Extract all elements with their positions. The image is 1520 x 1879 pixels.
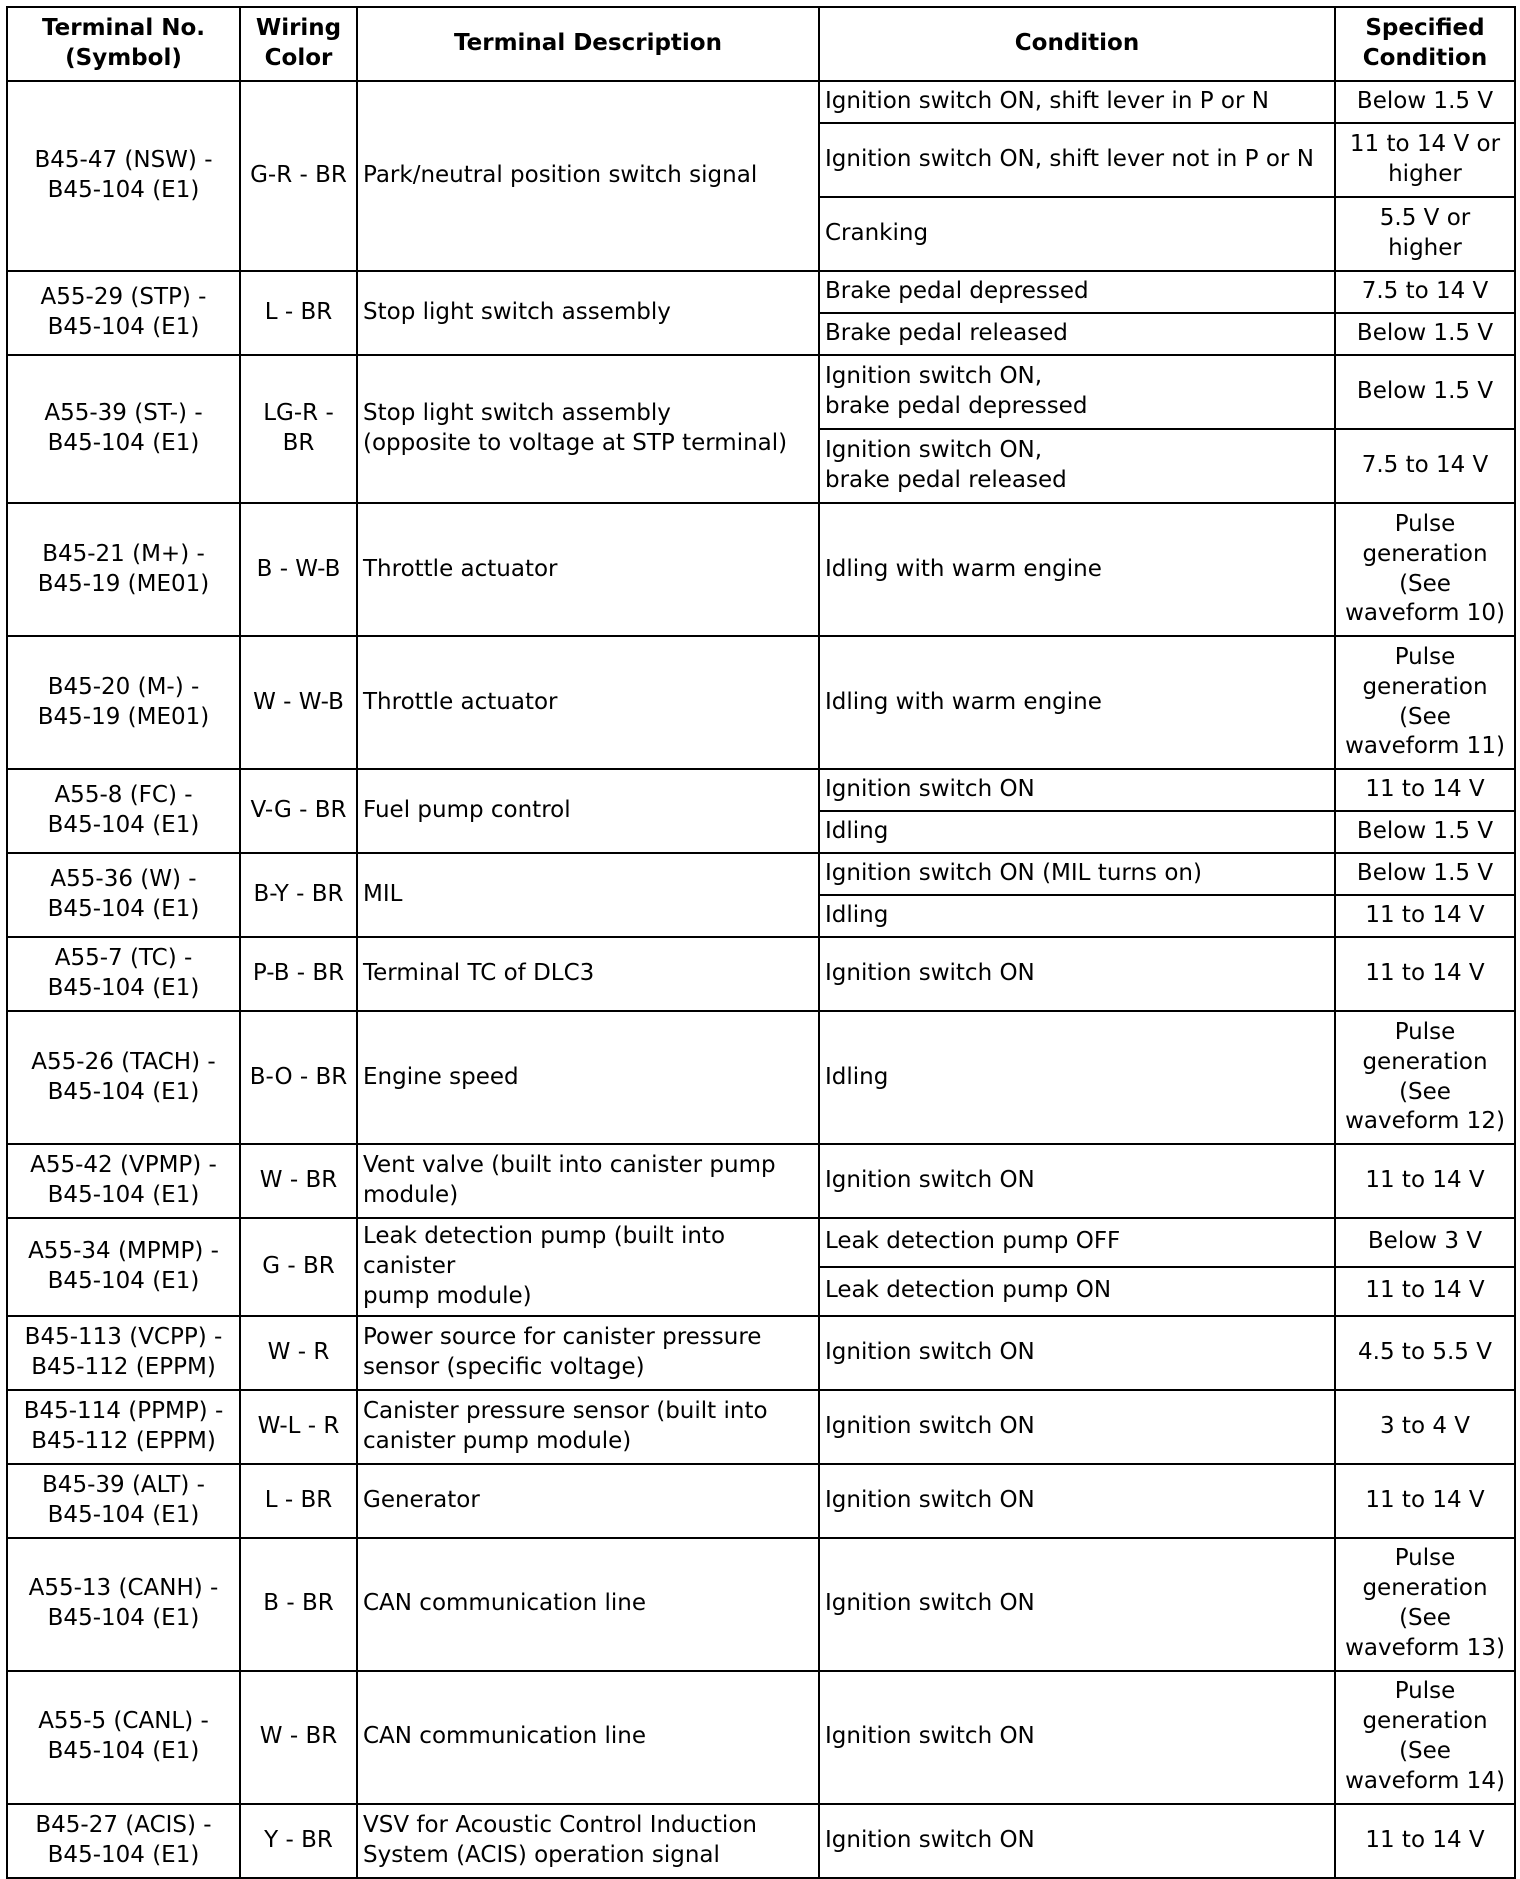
condition-cell: Ignition switch ON: [819, 937, 1335, 1011]
condition-cell: Ignition switch ON: [819, 1538, 1335, 1671]
condition-cell: Ignition switch ON: [819, 1144, 1335, 1218]
description-cell: Stop light switch assembly (opposite to voltage at STP terminal): [357, 355, 819, 503]
terminal-cell: B45-21 (M+) - B45-19 (ME01): [7, 503, 240, 636]
wiring-color-cell: G - BR: [240, 1218, 357, 1316]
table-row: [7, 1144, 1515, 1218]
table-body: [7, 81, 1515, 1878]
table-row: [7, 1218, 1515, 1267]
specified-condition-cell: 7.5 to 14 V: [1335, 271, 1515, 313]
table-row: [7, 1538, 1515, 1671]
specified-condition-cell: 11 to 14 V: [1335, 1144, 1515, 1218]
wiring-color-cell: B - W-B: [240, 503, 357, 636]
terminal-cell: A55-34 (MPMP) - B45-104 (E1): [7, 1218, 240, 1316]
terminal-cell: A55-42 (VPMP) - B45-104 (E1): [7, 1144, 240, 1218]
specified-condition-cell: 3 to 4 V: [1335, 1390, 1515, 1464]
terminal-cell: B45-39 (ALT) - B45-104 (E1): [7, 1464, 240, 1538]
description-cell: CAN communication line: [357, 1538, 819, 1671]
specified-condition-cell: Below 1.5 V: [1335, 853, 1515, 895]
terminal-spec-table: [6, 6, 1516, 1879]
condition-cell: Ignition switch ON, brake pedal depressed: [819, 355, 1335, 429]
table-row: [7, 1804, 1515, 1878]
header-row: [7, 7, 1515, 81]
header-specified-condition: Specified Condition: [1335, 7, 1515, 81]
wiring-color-cell: W-L - R: [240, 1390, 357, 1464]
header-description: Terminal Description: [357, 7, 819, 81]
description-cell: Generator: [357, 1464, 819, 1538]
specified-condition-cell: Below 1.5 V: [1335, 355, 1515, 429]
condition-cell: Brake pedal released: [819, 313, 1335, 355]
table-row: [7, 1316, 1515, 1390]
condition-cell: Idling with warm engine: [819, 636, 1335, 769]
description-cell: Power source for canister pressure sensor (specific voltage): [357, 1316, 819, 1390]
condition-cell: Ignition switch ON: [819, 1804, 1335, 1878]
description-cell: Canister pressure sensor (built into canister pump module): [357, 1390, 819, 1464]
condition-cell: Idling: [819, 895, 1335, 937]
description-cell: MIL: [357, 853, 819, 937]
table-row: [7, 769, 1515, 811]
table-row: [7, 81, 1515, 123]
specified-condition-cell: 7.5 to 14 V: [1335, 429, 1515, 503]
specified-condition-cell: 11 to 14 V: [1335, 1267, 1515, 1316]
condition-cell: Ignition switch ON, shift lever in P or N: [819, 81, 1335, 123]
specified-condition-cell: Pulse generation (See waveform 11): [1335, 636, 1515, 769]
description-cell: Engine speed: [357, 1011, 819, 1144]
description-cell: Leak detection pump (built into canister pump module): [357, 1218, 819, 1316]
specified-condition-cell: 11 to 14 V: [1335, 937, 1515, 1011]
condition-cell: Ignition switch ON: [819, 1316, 1335, 1390]
description-cell: Park/neutral position switch signal: [357, 81, 819, 271]
table-row: [7, 1464, 1515, 1538]
table-row: [7, 1011, 1515, 1144]
wiring-color-cell: L - BR: [240, 271, 357, 355]
wiring-color-cell: W - BR: [240, 1144, 357, 1218]
description-cell: VSV for Acoustic Control Induction System (ACIS) operation signal: [357, 1804, 819, 1878]
condition-cell: Ignition switch ON: [819, 769, 1335, 811]
condition-cell: Ignition switch ON, shift lever not in P or N: [819, 123, 1335, 197]
specified-condition-cell: Pulse generation (See waveform 14): [1335, 1671, 1515, 1804]
specified-condition-cell: Pulse generation (See waveform 13): [1335, 1538, 1515, 1671]
specified-condition-cell: 11 to 14 V: [1335, 1464, 1515, 1538]
description-cell: Throttle actuator: [357, 503, 819, 636]
wiring-color-cell: Y - BR: [240, 1804, 357, 1878]
description-cell: Vent valve (built into canister pump module): [357, 1144, 819, 1218]
terminal-cell: A55-13 (CANH) - B45-104 (E1): [7, 1538, 240, 1671]
wiring-color-cell: L - BR: [240, 1464, 357, 1538]
terminal-cell: A55-5 (CANL) - B45-104 (E1): [7, 1671, 240, 1804]
table-row: [7, 503, 1515, 636]
terminal-cell: A55-26 (TACH) - B45-104 (E1): [7, 1011, 240, 1144]
table-row: [7, 937, 1515, 1011]
specified-condition-cell: Below 1.5 V: [1335, 313, 1515, 355]
terminal-cell: B45-20 (M-) - B45-19 (ME01): [7, 636, 240, 769]
specified-condition-cell: Pulse generation (See waveform 10): [1335, 503, 1515, 636]
terminal-cell: A55-29 (STP) - B45-104 (E1): [7, 271, 240, 355]
description-cell: Stop light switch assembly: [357, 271, 819, 355]
wiring-color-cell: W - R: [240, 1316, 357, 1390]
wiring-color-cell: B - BR: [240, 1538, 357, 1671]
condition-cell: Ignition switch ON: [819, 1464, 1335, 1538]
specified-condition-cell: 11 to 14 V: [1335, 1804, 1515, 1878]
description-cell: Fuel pump control: [357, 769, 819, 853]
specified-condition-cell: 11 to 14 V or higher: [1335, 123, 1515, 197]
header-terminal: Terminal No. (Symbol): [7, 7, 240, 81]
specified-condition-cell: 4.5 to 5.5 V: [1335, 1316, 1515, 1390]
condition-cell: Idling: [819, 1011, 1335, 1144]
wiring-color-cell: V-G - BR: [240, 769, 357, 853]
specified-condition-cell: Pulse generation (See waveform 12): [1335, 1011, 1515, 1144]
terminal-cell: A55-7 (TC) - B45-104 (E1): [7, 937, 240, 1011]
terminal-cell: A55-8 (FC) - B45-104 (E1): [7, 769, 240, 853]
condition-cell: Ignition switch ON (MIL turns on): [819, 853, 1335, 895]
description-cell: CAN communication line: [357, 1671, 819, 1804]
specified-condition-cell: 5.5 V or higher: [1335, 197, 1515, 271]
condition-cell: Brake pedal depressed: [819, 271, 1335, 313]
wiring-color-cell: P-B - BR: [240, 937, 357, 1011]
terminal-cell: B45-47 (NSW) - B45-104 (E1): [7, 81, 240, 271]
table-row: [7, 355, 1515, 429]
terminal-cell: B45-114 (PPMP) - B45-112 (EPPM): [7, 1390, 240, 1464]
description-cell: Terminal TC of DLC3: [357, 937, 819, 1011]
table-row: [7, 1671, 1515, 1804]
header-wiring-color: Wiring Color: [240, 7, 357, 81]
specified-condition-cell: Below 1.5 V: [1335, 81, 1515, 123]
specified-condition-cell: Below 3 V: [1335, 1218, 1515, 1267]
specified-condition-cell: 11 to 14 V: [1335, 769, 1515, 811]
condition-cell: Leak detection pump ON: [819, 1267, 1335, 1316]
condition-cell: Leak detection pump OFF: [819, 1218, 1335, 1267]
wiring-color-cell: G-R - BR: [240, 81, 357, 271]
specified-condition-cell: 11 to 14 V: [1335, 895, 1515, 937]
wiring-color-cell: W - W-B: [240, 636, 357, 769]
terminal-cell: A55-39 (ST-) - B45-104 (E1): [7, 355, 240, 503]
terminal-table-sheet: [6, 6, 1514, 1868]
wiring-color-cell: W - BR: [240, 1671, 357, 1804]
table-row: [7, 853, 1515, 895]
condition-cell: Cranking: [819, 197, 1335, 271]
description-cell: Throttle actuator: [357, 636, 819, 769]
wiring-color-cell: B-O - BR: [240, 1011, 357, 1144]
table-row: [7, 271, 1515, 313]
terminal-cell: B45-113 (VCPP) - B45-112 (EPPM): [7, 1316, 240, 1390]
wiring-color-cell: B-Y - BR: [240, 853, 357, 937]
condition-cell: Idling with warm engine: [819, 503, 1335, 636]
condition-cell: Ignition switch ON: [819, 1390, 1335, 1464]
table-row: [7, 1390, 1515, 1464]
table-row: [7, 636, 1515, 769]
condition-cell: Ignition switch ON: [819, 1671, 1335, 1804]
specified-condition-cell: Below 1.5 V: [1335, 811, 1515, 853]
wiring-color-cell: LG-R - BR: [240, 355, 357, 503]
terminal-cell: A55-36 (W) - B45-104 (E1): [7, 853, 240, 937]
terminal-cell: B45-27 (ACIS) - B45-104 (E1): [7, 1804, 240, 1878]
header-condition: Condition: [819, 7, 1335, 81]
condition-cell: Ignition switch ON, brake pedal released: [819, 429, 1335, 503]
condition-cell: Idling: [819, 811, 1335, 853]
